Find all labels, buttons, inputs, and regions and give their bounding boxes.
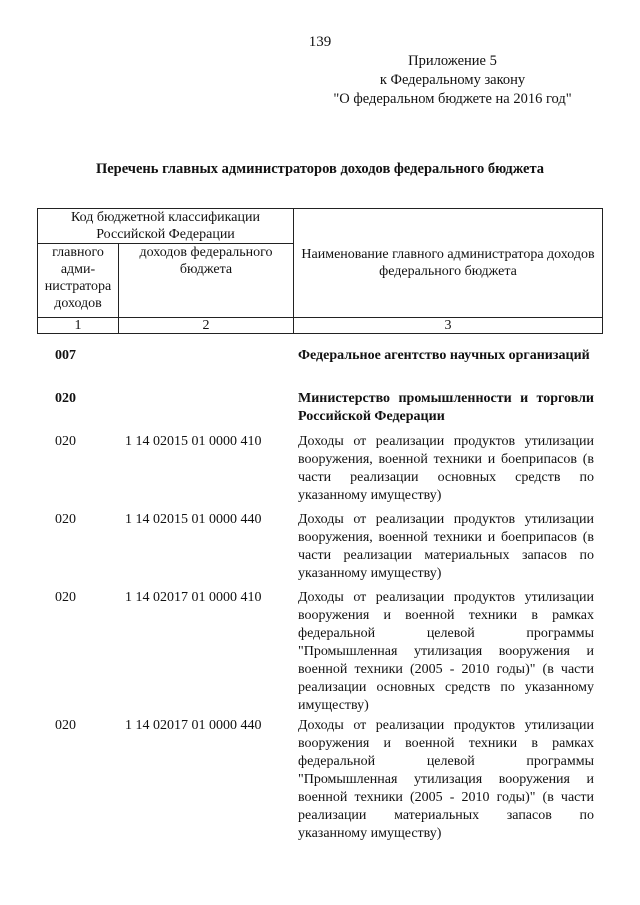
admin-code: 020 [55,590,76,605]
appendix-line-3: "О федеральном бюджете на 2016 год" [333,91,572,107]
revenue-description: Доходы от реализации продуктов утилизации вооружения и военной техники в рамках федеральной целевой программы "Промышленная утилизация вооружения и военной техники (2005 - 2010 годы)" (в части реализации основных средств по указанному имуществу) [298,590,594,713]
admin-code: 020 [55,718,76,733]
admin-code: 007 [55,348,76,363]
revenue-code: 1 14 02017 01 0000 440 [125,718,262,733]
administrator-name: Министерство промышленности и торговли Российской Федерации [298,391,594,424]
revenue-description: Доходы от реализации продуктов утилизации вооружения, военной техники и боеприпасов (в части реализации материальных запасов по указанному имуществу) [298,512,594,581]
revenue-code: 1 14 02015 01 0000 410 [125,434,262,449]
document-title: Перечень главных администраторов доходов федерального бюджета [95,161,545,177]
admin-code: 020 [55,434,76,449]
revenue-description: Доходы от реализации продуктов утилизации вооружения и военной техники в рамках федеральной целевой программы "Промышленная утилизация вооружения и военной техники (2005 - 2010 годы)" (в части реализации материальных запасов по указанному имуществу) [298,718,594,841]
column-number-3: 3 [294,318,603,334]
code-group-header: Код бюджетной классификации Российской Федерации [38,209,294,244]
appendix-line-1: Приложение 5 [408,53,497,69]
revenue-code: 1 14 02017 01 0000 410 [125,590,262,605]
admin-code-header: главного адми-нистратора доходов [38,244,119,318]
table-header [37,208,603,334]
revenue-code-header: доходов федерального бюджета [119,244,294,318]
column-number-2: 2 [119,318,294,334]
page-number: 139 [308,34,332,50]
admin-code: 020 [55,512,76,527]
admin-code: 020 [55,391,76,406]
revenue-description: Доходы от реализации продуктов утилизации вооружения, военной техники и боеприпасов (в части реализации основных средств по указанному имуществу) [298,434,594,503]
administrator-name: Федеральное агентство научных организаций [298,348,590,363]
column-number-1: 1 [38,318,119,334]
appendix-line-2: к Федеральному закону [379,72,526,88]
administrator-name-header: Наименование главного администратора доходов федерального бюджета [294,209,603,318]
appendix-reference [320,52,585,109]
revenue-code: 1 14 02015 01 0000 440 [125,512,262,527]
